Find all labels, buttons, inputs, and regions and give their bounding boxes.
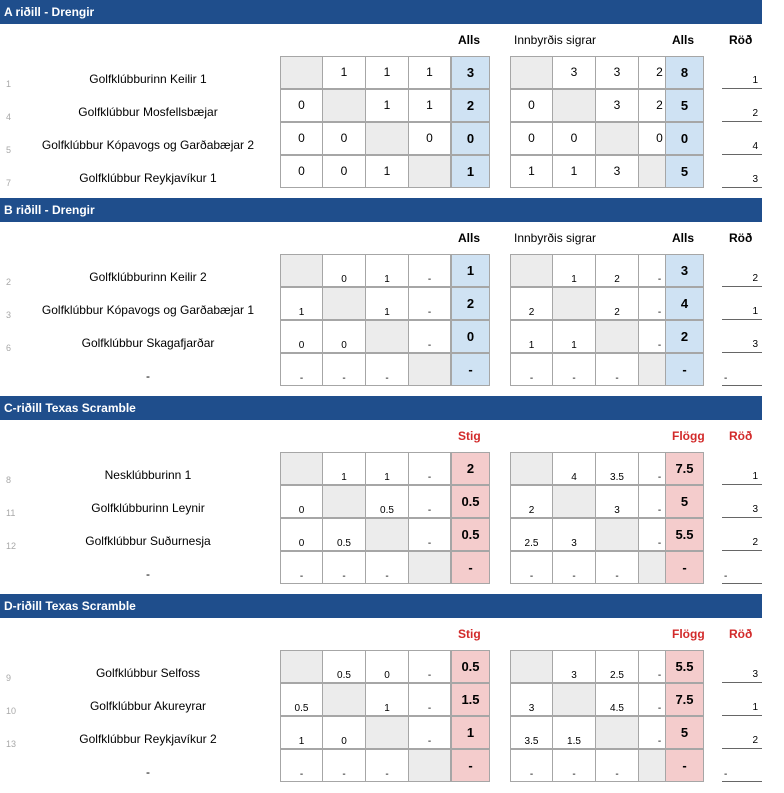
row-number: 4 — [6, 112, 12, 122]
rank-cell: - — [722, 749, 762, 782]
match-cell — [280, 56, 323, 89]
head-to-head-cell — [510, 650, 553, 683]
match-cell: 0 — [280, 122, 323, 155]
column-header-total-2: Alls — [672, 231, 695, 245]
column-header-total-2: Alls — [672, 33, 695, 47]
head-to-head-total-cell: 5 — [665, 155, 704, 188]
head-to-head-cell — [595, 122, 639, 155]
match-cell: 1 — [408, 89, 451, 122]
match-cell: 0 — [322, 155, 366, 188]
head-to-head-cell: 0 — [638, 122, 681, 155]
team-name: Golfklúbbur Mosfellsbæjar — [78, 105, 218, 119]
head-to-head-cell: - — [638, 287, 681, 320]
rank-cell: 2 — [722, 518, 762, 551]
group-title: A riðill - Drengir — [0, 0, 762, 24]
group-title: B riðill - Drengir — [0, 198, 762, 222]
head-to-head-cell: 2 — [595, 287, 639, 320]
match-cell: - — [408, 485, 451, 518]
column-header-total-2: Flögg — [672, 627, 705, 641]
head-to-head-cell: - — [638, 452, 681, 485]
team-name: Golfklúbbur Reykjavíkur 1 — [79, 171, 217, 185]
row-number: 2 — [6, 277, 12, 287]
head-to-head-cell: 3.5 — [595, 452, 639, 485]
row-number: 10 — [6, 706, 17, 716]
match-cell — [408, 551, 451, 584]
head-to-head-cell: 1.5 — [552, 716, 596, 749]
team-name: Golfklúbbur Skagafjarðar — [81, 336, 215, 350]
head-to-head-cell — [595, 716, 639, 749]
team-name: - — [146, 369, 150, 383]
group-1 — [0, 198, 784, 396]
column-header-total: Alls — [458, 33, 481, 47]
match-cell: - — [408, 320, 451, 353]
head-to-head-cell: - — [638, 650, 681, 683]
row-number: 8 — [6, 475, 12, 485]
head-to-head-cell: - — [510, 353, 553, 386]
head-to-head-cell: 2 — [595, 254, 639, 287]
match-cell: 0.5 — [322, 650, 366, 683]
match-cell: - — [322, 749, 366, 782]
head-to-head-total-cell: 7.5 — [665, 452, 704, 485]
head-to-head-cell: 3 — [595, 89, 639, 122]
head-to-head-cell: 2 — [638, 56, 681, 89]
rank-cell: 2 — [722, 89, 762, 122]
head-to-head-cell: 2.5 — [595, 650, 639, 683]
table-row — [0, 89, 784, 122]
group-3 — [0, 594, 784, 792]
table-row — [0, 650, 784, 683]
match-cell — [365, 320, 409, 353]
match-cell: 0 — [280, 320, 323, 353]
head-to-head-total-cell: 4 — [665, 287, 704, 320]
match-cell: 1 — [365, 452, 409, 485]
match-cell — [322, 287, 366, 320]
table-row — [0, 716, 784, 749]
head-to-head-cell: - — [595, 749, 639, 782]
row-number: 12 — [6, 541, 17, 551]
head-to-head-cell: 3.5 — [510, 716, 553, 749]
column-header-rank: Röð — [729, 33, 753, 47]
head-to-head-total-cell: 7.5 — [665, 683, 704, 716]
match-cell — [408, 353, 451, 386]
rank-cell: 2 — [722, 254, 762, 287]
head-to-head-cell — [510, 452, 553, 485]
head-to-head-cell: 3 — [510, 683, 553, 716]
match-cell — [280, 452, 323, 485]
match-cell: - — [322, 551, 366, 584]
table-row — [0, 452, 784, 485]
head-to-head-cell: - — [638, 716, 681, 749]
rank-cell: 1 — [722, 56, 762, 89]
rank-cell: 3 — [722, 650, 762, 683]
match-cell: - — [365, 353, 409, 386]
match-cell: 1 — [322, 452, 366, 485]
rank-cell: 1 — [722, 452, 762, 485]
match-cell: - — [408, 287, 451, 320]
match-cell — [322, 683, 366, 716]
rank-cell: 3 — [722, 485, 762, 518]
group-0 — [0, 0, 784, 198]
head-to-head-total-cell: - — [665, 551, 704, 584]
total-cell: 0.5 — [451, 485, 490, 518]
head-to-head-cell — [552, 89, 596, 122]
match-cell: 0.5 — [280, 683, 323, 716]
column-header-total-2: Flögg — [672, 429, 705, 443]
head-to-head-cell: - — [638, 485, 681, 518]
match-cell: 0 — [280, 485, 323, 518]
match-cell: - — [280, 353, 323, 386]
match-cell — [408, 155, 451, 188]
group-2 — [0, 396, 784, 594]
head-to-head-cell: 2 — [510, 485, 553, 518]
match-cell: 1 — [365, 254, 409, 287]
team-name: - — [146, 567, 150, 581]
team-name: Golfklúbbur Kópavogs og Garðabæjar 1 — [41, 303, 255, 317]
match-cell: 0.5 — [365, 485, 409, 518]
total-cell: 0.5 — [451, 518, 490, 551]
match-cell: - — [408, 650, 451, 683]
group-title: C-riðill Texas Scramble — [0, 396, 762, 420]
head-to-head-total-cell: 2 — [665, 320, 704, 353]
head-to-head-cell: 1 — [510, 155, 553, 188]
team-name: Golfklúbbur Reykjavíkur 2 — [79, 732, 217, 746]
match-cell: 1 — [365, 155, 409, 188]
head-to-head-cell: 3 — [595, 56, 639, 89]
head-to-head-cell: 4.5 — [595, 683, 639, 716]
total-cell: 0 — [451, 122, 490, 155]
match-cell: 1 — [365, 89, 409, 122]
match-cell — [322, 89, 366, 122]
head-to-head-cell: 0 — [510, 89, 553, 122]
head-to-head-cell: 3 — [552, 650, 596, 683]
match-cell: 0 — [322, 122, 366, 155]
head-to-head-cell: - — [510, 749, 553, 782]
match-cell: 1 — [322, 56, 366, 89]
head-to-head-cell — [595, 320, 639, 353]
head-to-head-cell: 2 — [510, 287, 553, 320]
match-cell: 0 — [408, 122, 451, 155]
head-to-head-cell: - — [552, 551, 596, 584]
match-cell: 0 — [365, 650, 409, 683]
head-to-head-total-cell: 3 — [665, 254, 704, 287]
rank-cell: 3 — [722, 320, 762, 353]
table-row — [0, 485, 784, 518]
match-cell: 1 — [280, 716, 323, 749]
match-cell: - — [322, 353, 366, 386]
match-cell: - — [365, 551, 409, 584]
head-to-head-total-cell: 5 — [665, 716, 704, 749]
column-header-total: Stig — [458, 429, 481, 443]
team-name: Golfklúbbur Selfoss — [95, 666, 201, 680]
match-cell: 0 — [280, 89, 323, 122]
head-to-head-cell: - — [638, 518, 681, 551]
head-to-head-cell: 1 — [552, 155, 596, 188]
row-number: 9 — [6, 673, 12, 683]
match-cell: 1 — [280, 287, 323, 320]
head-to-head-cell: - — [552, 749, 596, 782]
table-row — [0, 551, 784, 584]
head-to-head-cell: 3 — [595, 155, 639, 188]
table-row — [0, 56, 784, 89]
head-to-head-cell: - — [552, 353, 596, 386]
table-row — [0, 287, 784, 320]
team-name: Golfklúbbur Akureyrar — [89, 699, 207, 713]
table-row — [0, 122, 784, 155]
total-cell: 0 — [451, 320, 490, 353]
row-number: 6 — [6, 343, 12, 353]
head-to-head-cell — [595, 518, 639, 551]
table-row — [0, 749, 784, 782]
rank-cell: 4 — [722, 122, 762, 155]
match-cell: - — [365, 749, 409, 782]
total-cell: 2 — [451, 287, 490, 320]
total-cell: 3 — [451, 56, 490, 89]
team-name: Nesklúbburinn 1 — [104, 468, 192, 482]
match-cell: 1 — [365, 287, 409, 320]
row-number: 11 — [6, 508, 16, 518]
match-cell: - — [408, 518, 451, 551]
row-number: 1 — [6, 79, 12, 89]
head-to-head-total-cell: 5 — [665, 89, 704, 122]
match-cell: 0 — [322, 716, 366, 749]
column-header-rank: Röð — [729, 627, 753, 641]
team-name: Golfklúbburinn Leynir — [91, 501, 205, 515]
match-cell: - — [408, 716, 451, 749]
match-cell — [280, 254, 323, 287]
total-cell: 1.5 — [451, 683, 490, 716]
head-to-head-total-cell: 5.5 — [665, 650, 704, 683]
rank-cell: - — [722, 353, 762, 386]
rank-cell: - — [722, 551, 762, 584]
column-header-head-to-head: Innbyrðis sigrar — [514, 231, 597, 245]
match-cell — [365, 716, 409, 749]
head-to-head-cell — [552, 485, 596, 518]
team-name: Golfklúbbur Suðurnesja — [85, 534, 211, 548]
match-cell: - — [408, 254, 451, 287]
column-header-rank: Röð — [729, 231, 753, 245]
column-header-total: Alls — [458, 231, 481, 245]
match-cell: 0 — [280, 155, 323, 188]
total-cell: 1 — [451, 254, 490, 287]
head-to-head-cell: 2.5 — [510, 518, 553, 551]
head-to-head-cell: 3 — [552, 518, 596, 551]
match-cell: 0 — [322, 254, 366, 287]
rank-cell: 2 — [722, 716, 762, 749]
match-cell: 0 — [322, 320, 366, 353]
total-cell: - — [451, 551, 490, 584]
head-to-head-cell: 0 — [552, 122, 596, 155]
match-cell — [408, 749, 451, 782]
head-to-head-cell: - — [638, 254, 681, 287]
head-to-head-cell — [510, 56, 553, 89]
match-cell — [365, 122, 409, 155]
head-to-head-cell: - — [638, 683, 681, 716]
head-to-head-cell: 3 — [595, 485, 639, 518]
head-to-head-cell: 1 — [552, 320, 596, 353]
row-number: 7 — [6, 178, 12, 188]
head-to-head-cell: 2 — [638, 89, 681, 122]
match-cell: 0 — [280, 518, 323, 551]
table-row — [0, 518, 784, 551]
match-cell: - — [280, 749, 323, 782]
table-row — [0, 353, 784, 386]
head-to-head-total-cell: - — [665, 749, 704, 782]
total-cell: 2 — [451, 452, 490, 485]
rank-cell: 1 — [722, 287, 762, 320]
match-cell: 1 — [365, 56, 409, 89]
match-cell: - — [408, 683, 451, 716]
total-cell: 1 — [451, 155, 490, 188]
head-to-head-cell: 1 — [510, 320, 553, 353]
table-row — [0, 683, 784, 716]
head-to-head-total-cell: 5.5 — [665, 518, 704, 551]
head-to-head-total-cell: 0 — [665, 122, 704, 155]
head-to-head-cell: 1 — [552, 254, 596, 287]
head-to-head-cell: - — [595, 551, 639, 584]
table-row — [0, 320, 784, 353]
table-row — [0, 155, 784, 188]
team-name: - — [146, 765, 150, 779]
head-to-head-cell — [552, 287, 596, 320]
head-to-head-cell: - — [638, 320, 681, 353]
total-cell: - — [451, 353, 490, 386]
match-cell — [365, 518, 409, 551]
head-to-head-total-cell: 5 — [665, 485, 704, 518]
team-name: Golfklúbburinn Keilir 1 — [89, 72, 207, 86]
row-number: 3 — [6, 310, 12, 320]
table-row — [0, 254, 784, 287]
column-header-total: Stig — [458, 627, 481, 641]
head-to-head-total-cell: - — [665, 353, 704, 386]
total-cell: 0.5 — [451, 650, 490, 683]
rank-cell: 1 — [722, 683, 762, 716]
total-cell: - — [451, 749, 490, 782]
row-number: 5 — [6, 145, 12, 155]
head-to-head-cell: 4 — [552, 452, 596, 485]
head-to-head-cell — [510, 254, 553, 287]
match-cell: - — [280, 551, 323, 584]
rank-cell: 3 — [722, 155, 762, 188]
head-to-head-cell: 0 — [510, 122, 553, 155]
head-to-head-cell — [552, 683, 596, 716]
total-cell: 2 — [451, 89, 490, 122]
team-name: Golfklúbbur Kópavogs og Garðabæjar 2 — [41, 138, 255, 152]
head-to-head-cell: 3 — [552, 56, 596, 89]
match-cell — [280, 650, 323, 683]
match-cell — [322, 485, 366, 518]
row-number: 13 — [6, 739, 17, 749]
match-cell: 0.5 — [322, 518, 366, 551]
head-to-head-total-cell: 8 — [665, 56, 704, 89]
total-cell: 1 — [451, 716, 490, 749]
group-title: D-riðill Texas Scramble — [0, 594, 762, 618]
head-to-head-cell: - — [595, 353, 639, 386]
match-cell: 1 — [365, 683, 409, 716]
team-name: Golfklúbburinn Keilir 2 — [89, 270, 207, 284]
match-cell: 1 — [408, 56, 451, 89]
column-header-head-to-head: Innbyrðis sigrar — [514, 33, 597, 47]
head-to-head-cell: - — [510, 551, 553, 584]
match-cell: - — [408, 452, 451, 485]
column-header-rank: Röð — [729, 429, 753, 443]
